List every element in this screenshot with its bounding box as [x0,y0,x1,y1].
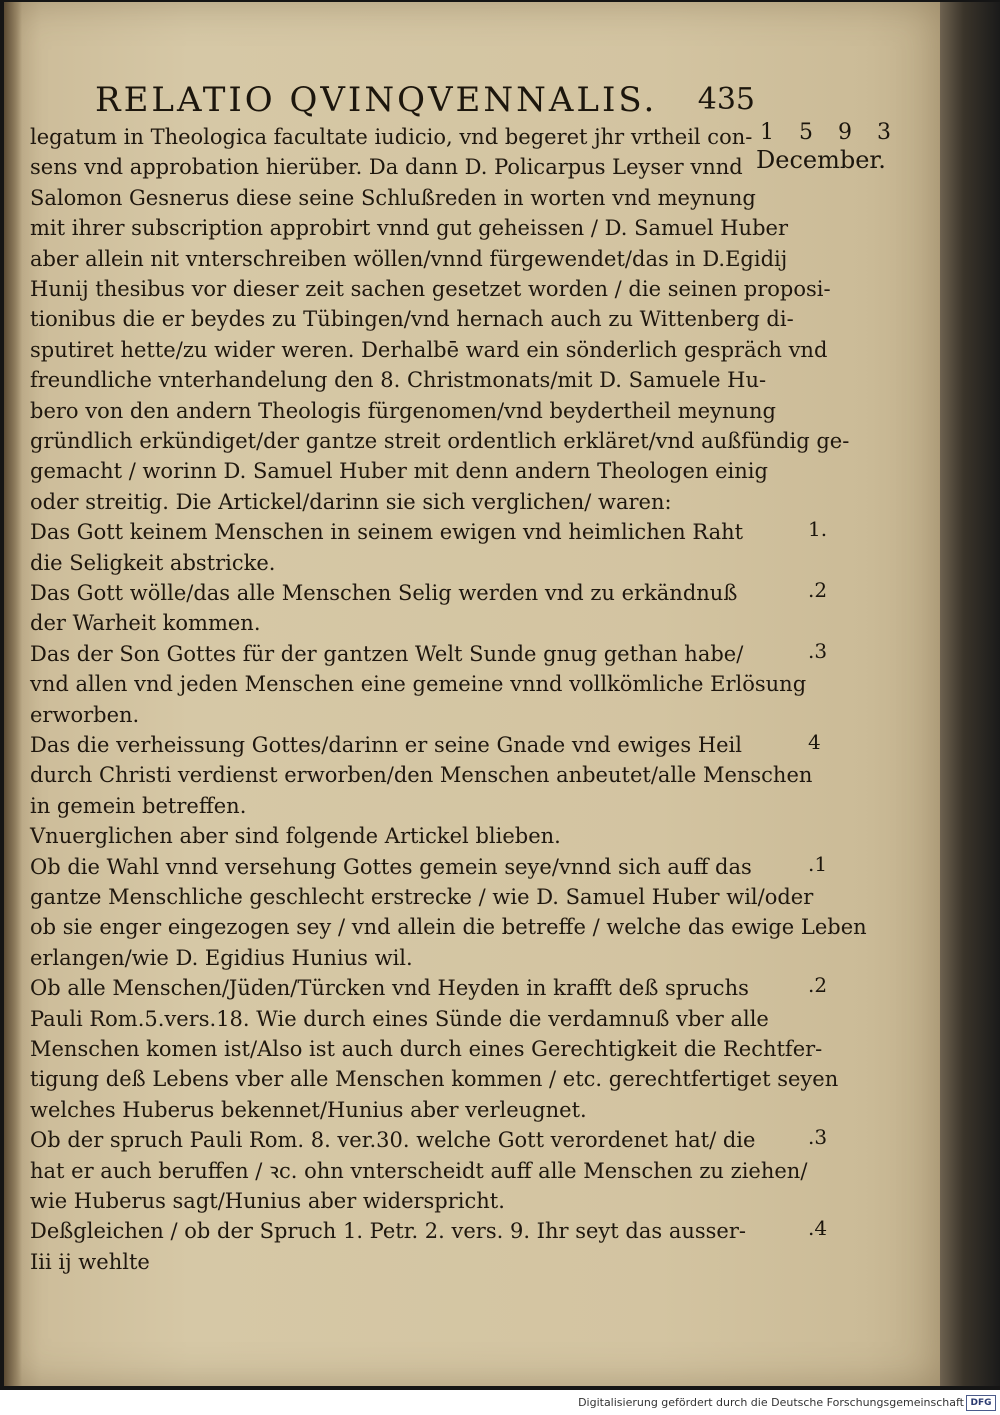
text-line: gründlich erkündiget/der gantze streit ordentlich erkläret/vnd außfündig ge- [30,429,850,453]
text-line: Iii ij wehlte [30,1249,150,1274]
margin-month: December. [756,146,886,174]
margin-article-number: .2 [808,973,828,998]
text-line: legatum in Theologica facultate iudicio, vnd begeret jhr vrtheil con- [30,125,753,149]
margin-year: 1 5 9 3 [760,120,900,145]
text-line: erlangen/wie D. Egidius Hunius wil. [30,945,413,970]
text-line: sputiret hette/zu wider weren. Derhalbē ward ein sönderlich gespräch vnd [30,337,828,362]
text-line: Ob alle Menschen/Jüden/Türcken vnd Heyden in krafft deß spruchs [30,976,749,1001]
text-line: gemacht / worinn D. Samuel Huber mit denn andern Theologen einig [30,459,768,484]
text-line: wie Huberus sagt/Hunius aber widerspricht. [30,1189,505,1213]
page-edge [940,2,1000,1386]
text-line: Das der Son Gottes für der gantzen Welt Sunde gnug gethan habe/ [30,641,744,666]
text-line: mit ihrer subscription approbirt vnnd gut geheissen / D. Samuel Huber [30,216,788,241]
text-line: in gemein betreffen. [30,793,247,818]
margin-article-number: .3 [808,1125,828,1150]
text-line: Hunij thesibus vor dieser zeit sachen gesetzet worden / die seinen proposi- [30,277,831,301]
margin-article-number: .3 [808,638,828,663]
running-header [95,80,755,124]
margin-article-number: 4 [808,730,821,754]
text-line: hat er auch beruffen / ꝛc. ohn vnterscheidt auff alle Menschen zu ziehen/ [30,1158,808,1183]
margin-article-number: .1 [808,851,828,876]
text-line: sens vnd approbation hierüber. Da dann D. Policarpus Leyser vnnd [30,155,743,180]
text-line: tionibus die er beydes zu Tübingen/vnd hernach auch zu Wittenberg di- [30,307,794,332]
margin-article-number: 1. [808,517,828,542]
text-line: ob sie enger eingezogen sey / vnd allein die betreffe / welche das ewige Leben [30,915,867,940]
text-line: Menschen komen ist/Also ist auch durch eines Gerechtigkeit die Rechtfer- [30,1037,823,1061]
text-line: bero von den andern Theologis fürgenomen/vnd beydertheil meynung [30,398,776,423]
running-title: RELATIO QVINQVENNALIS. [95,80,658,120]
text-line: Das Gott keinem Menschen in seinem ewigen vnd heimlichen Raht [30,520,744,545]
text-line: Ob der spruch Pauli Rom. 8. ver.30. welche Gott verordenet hat/ die [30,1128,756,1153]
text-line: erworben. [30,702,140,727]
text-line: Vnuerglichen aber sind folgende Artickel blieben. [30,824,561,849]
text-line: der Warheit kommen. [30,611,261,636]
text-line: welches Huberus bekennet/Hunius aber verleugnet. [30,1097,587,1122]
dfg-logo: DFG [966,1395,996,1411]
text-line: Das die verheissung Gottes/darinn er seine Gnade vnd ewiges Heil [30,733,742,757]
text-line: Ob die Wahl vnnd versehung Gottes gemein seye/vnnd sich auff das [30,854,752,879]
text-line: Deßgleichen / ob der Spruch 1. Petr. 2. vers. 9. Ihr seyt das ausser- [30,1219,746,1244]
text-line: oder streitig. Die Artickel/darinn sie sich verglichen/ waren: [30,489,672,514]
dfg-credit: Digitalisierung gefördert durch die Deutsche Forschungsgemeinschaft [578,1396,964,1409]
page-number: 435 [697,82,755,117]
text-line: die Seligkeit abstricke. [30,550,276,575]
text-line: Salomon Gesnerus diese seine Schlußreden in worten vnd meynung [30,185,756,210]
text-line: durch Christi verdienst erworben/den Menschen anbeutet/alle Menschen [30,763,813,788]
text-line: freundliche vnterhandelung den 8. Christmonats/mit D. Samuele Hu- [30,368,767,393]
page-gutter [4,2,22,1386]
text-line: Das Gott wölle/das alle Menschen Selig werden vnd zu erkändnuß [30,581,738,605]
text-line: tigung deß Lebens vber alle Menschen kommen / etc. gerechtfertiget seyen [30,1067,839,1092]
text-line: vnd allen vnd jeden Menschen eine gemeine vnnd vollkömliche Erlösung [30,672,807,697]
margin-article-number: .2 [808,578,828,602]
margin-article-number: .4 [808,1216,828,1241]
text-line: Pauli Rom.5.vers.18. Wie durch eines Sünde die verdamnuß vber alle [30,1006,769,1031]
text-line: aber allein nit vnterschreiben wöllen/vnnd fürgewendet/das in D.Egidij [30,246,788,271]
text-line: gantze Menschliche geschlecht erstrecke / wie D. Samuel Huber wil/oder [30,885,814,909]
